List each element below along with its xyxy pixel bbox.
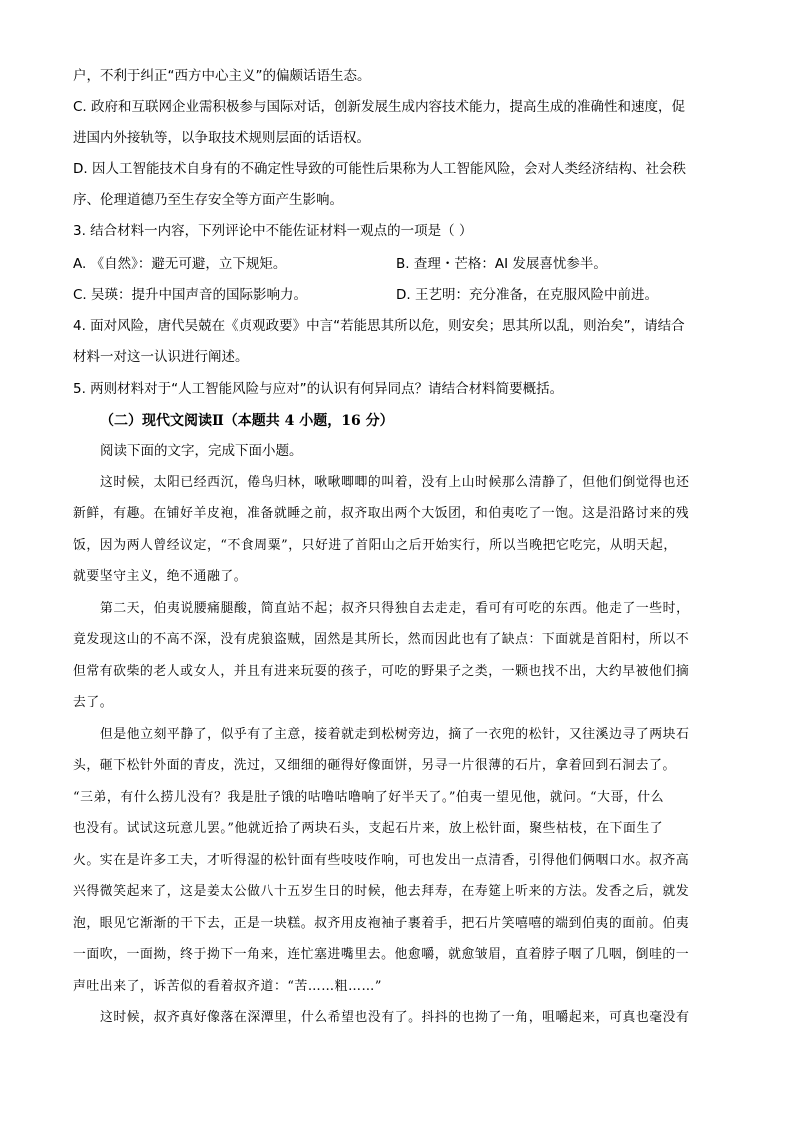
text-line: 户，不利于纠正“西方中心主义”的偏颇话语生态。: [73, 68, 371, 84]
story-line: 泡，眼见它渐渐的干下去，正是一块糕。叔齐用皮袍袖子裹着手，把石片笑嘻嘻的端到伯夷的面前。伯夷: [73, 916, 690, 931]
story-line: 头，砸下松针外面的青皮，洗过，又细细的砸得好像面饼，另寻一片很薄的石片，拿着回到石洞去了。: [73, 758, 676, 773]
q3-option-d: D. 王艺明：充分准备，在克服风险中前进。: [396, 287, 658, 303]
option-d-line: D. 因人工智能技术自身有的不确定性导致的可能性后果称为人工智能风险，会对人类经济结构、社会秩: [73, 161, 686, 177]
story-line: 也没有。试试这玩意儿罢。”他就近拾了两块石头，支起石片来，放上松针面，聚些枯枝，在下面生了: [73, 821, 664, 836]
story-line: 就要坚守主义，绝不通融了。: [73, 569, 248, 584]
story-line: 竟发现这山的不高不深，没有虎狼盗贼，固然是其所长，然而因此也有了缺点：下面就是首阳村，所以不: [73, 632, 690, 647]
question-4: 材料一对这一认识进行阐述。: [73, 349, 249, 365]
q3-option-a: A. 《自然》：避无可避，立下规矩。: [73, 256, 287, 272]
story-line: 这时候，叔齐真好像落在深潭里，什么希望也没有了。抖抖的也拗了一角，咀嚼起来，可真也毫没有: [100, 1010, 690, 1025]
story-line: 饭，因为两人曾经议定，“不食周粟”，只好进了首阳山之后开始实行，所以当晚把它吃完，从明天起，: [73, 538, 677, 553]
story-line: 去了。: [73, 695, 114, 710]
story-line: 新鲜，有趣。在铺好羊皮袍，准备就睡之前，叔齐取出两个大饭团，和伯夷吃了一饱。这是沿路讨来的残: [73, 506, 690, 521]
option-c-line: C. 政府和互联网企业需积极参与国际对话，创新发展生成内容技术能力，提高生成的准确性和速度，促: [73, 99, 686, 115]
option-d-line: 序、伦理道德乃至生存安全等方面产生影响。: [73, 192, 343, 208]
reading-instruction: 阅读下面的文字，完成下面小题。: [100, 443, 303, 459]
q3-option-b: B. 查理・芒格：AI 发展喜忧参半。: [396, 256, 607, 272]
question-3: 3. 结合材料一内容，下列评论中不能佐证材料一观点的一项是（ ）: [73, 223, 473, 239]
story-line: 声吐出来了，诉苦似的看着叔齐道：“苦……粗……”: [73, 979, 383, 994]
story-line: “三弟，有什么捞儿没有？我是肚子饿的咕噜咕噜响了好半天了。”伯夷一望见他，就问。“大哥，什么: [73, 790, 665, 805]
q3-option-c: C. 吴瑛：提升中国声音的国际影响力。: [73, 287, 308, 303]
question-5: 5. 两则材料对于“人工智能风险与应对”的认识有何异同点？请结合材料简要概括。: [73, 381, 564, 397]
question-4: 4. 面对风险，唐代吴兢在《贞观政要》中言“若能思其所以危，则安矣；思其所以乱，则治矣”，请结合: [73, 318, 685, 334]
story-line: 火。实在是许多工夫，才听得湿的松针面有些吱吱作响，可也发出一点清香，引得他们俩咽口水。叔齐高: [73, 853, 690, 868]
story-line: 兴得微笑起来了，这是姜太公做八十五岁生日的时候，他去拜寿，在寿筵上听来的方法。发香之后，就发: [73, 884, 690, 899]
story-line: 第二天，伯夷说腰痛腿酸，简直站不起；叔齐只得独自去走走，看可有可吃的东西。他走了一些时，: [100, 601, 690, 616]
story-line: 但常有砍柴的老人或女人，并且有进来玩耍的孩子，可吃的野果子之类，一颗也找不出，大约早被他们摘: [73, 664, 690, 679]
story-line: 但是他立刻平静了，似乎有了主意，接着就走到松树旁边，摘了一衣兜的松针，又往溪边寻了两块石: [100, 727, 690, 742]
section-heading: （二）现代文阅读Ⅱ（本题共 4 小题，16 分）: [100, 413, 394, 429]
story-line: 一面吹，一面拗，终于拗下一角来，连忙塞进嘴里去。他愈嚼，就愈皱眉，直着脖子咽了几咽，倒哇的一: [73, 947, 690, 962]
option-c-line: 进国内外接轨等，以争取技术规则层面的话语权。: [73, 130, 370, 146]
story-line: 这时候，太阳已经西沉，倦鸟归林，啾啾唧唧的叫着，没有上山时候那么清静了，但他们倒觉得也还: [100, 475, 690, 490]
